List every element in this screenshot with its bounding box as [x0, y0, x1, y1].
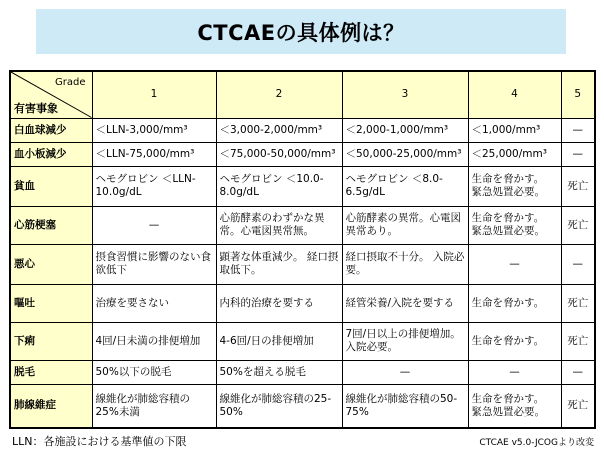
table-row	[10, 206, 595, 244]
table-cell: —	[561, 118, 595, 142]
table-cell: —	[561, 360, 595, 384]
ctcae-table	[9, 70, 596, 429]
table-cell: ＜25,000/mm³	[468, 142, 561, 166]
table-cell: 内科的治療を要する	[216, 284, 342, 322]
table-cell: ＜1,000/mm³	[468, 118, 561, 142]
table-cell: 4回/日未満の排便増加	[92, 322, 216, 360]
table-row	[10, 360, 595, 384]
table-cell: ＜LLN-75,000/mm³	[92, 142, 216, 166]
table-cell: 顕著な体重減少。 経口摂取低下。	[216, 244, 342, 284]
table-cell: —	[92, 206, 216, 244]
table-cell: 生命を脅かす。 緊急処置必要。	[468, 166, 561, 206]
table-cell: —	[561, 142, 595, 166]
table-cell: 生命を脅かす。	[468, 284, 561, 322]
grade-3-header: 3	[342, 71, 468, 118]
event-label: 白血球減少	[10, 118, 92, 142]
table-cell: 線維化が肺総容積の25-50%	[216, 384, 342, 428]
grade-5-header: 5	[561, 71, 595, 118]
table-cell: 死亡	[561, 206, 595, 244]
table-cell: 治療を要さない	[92, 284, 216, 322]
table-cell: 50%を超える脱毛	[216, 360, 342, 384]
event-label: 悪心	[10, 244, 92, 284]
event-label: 嘔吐	[10, 284, 92, 322]
table-cell: 7回/日以上の排便増加。入院必要。	[342, 322, 468, 360]
table-cell: 線維化が肺総容積の50-75%	[342, 384, 468, 428]
table-cell: 50%以下の脱毛	[92, 360, 216, 384]
grade-2-header: 2	[216, 71, 342, 118]
table-cell: 死亡	[561, 322, 595, 360]
table-row	[10, 244, 595, 284]
table-cell: 経口摂取不十分。 入院必要。	[342, 244, 468, 284]
table-cell: ヘモグロビン ＜8.0-6.5g/dL	[342, 166, 468, 206]
table-cell: 心筋酵素の異常。心電図異常あり。	[342, 206, 468, 244]
event-label: 脱毛	[10, 360, 92, 384]
table-cell: ヘモグロビン ＜LLN-10.0g/dL	[92, 166, 216, 206]
grade-1-header: 1	[92, 71, 216, 118]
event-header: 有害事象	[14, 101, 58, 115]
page-title: CTCAEの具体例は？	[197, 20, 405, 45]
grade-header: Grade	[55, 77, 86, 88]
table-cell: —	[561, 244, 595, 284]
title-banner	[36, 9, 566, 54]
table-row	[10, 118, 595, 142]
table-cell: 4-6回/日の排便増加	[216, 322, 342, 360]
table-cell: 死亡	[561, 284, 595, 322]
table-cell: 心筋酵素のわずかな異常。心電図異常無。	[216, 206, 342, 244]
event-label: 肺線維症	[10, 384, 92, 428]
table-cell: 死亡	[561, 166, 595, 206]
table-cell: —	[468, 244, 561, 284]
table-row	[10, 284, 595, 322]
table-row	[10, 166, 595, 206]
table-cell: 生命を脅かす。	[468, 322, 561, 360]
table-row	[10, 322, 595, 360]
event-label: 下痢	[10, 322, 92, 360]
table-cell: ＜2,000-1,000/mm³	[342, 118, 468, 142]
table-cell: ＜LLN-3,000/mm³	[92, 118, 216, 142]
table-cell: 摂食習慣に影響のない食欲低下	[92, 244, 216, 284]
table-cell: 生命を脅かす。 緊急処置必要。	[468, 384, 561, 428]
table-cell: ＜50,000-25,000/mm³	[342, 142, 468, 166]
table-cell: —	[342, 360, 468, 384]
table-cell: ＜3,000-2,000/mm³	[216, 118, 342, 142]
table-cell: 生命を脅かす。 緊急処置必要。	[468, 206, 561, 244]
grade-4-header: 4	[468, 71, 561, 118]
event-label: 貧血	[10, 166, 92, 206]
table-cell: ヘモグロビン ＜10.0-8.0g/dL	[216, 166, 342, 206]
event-label: 血小板減少	[10, 142, 92, 166]
table-cell: —	[468, 360, 561, 384]
corner-cell	[10, 71, 92, 118]
table-cell: ＜75,000-50,000/mm³	[216, 142, 342, 166]
table-cell: 死亡	[561, 384, 595, 428]
event-label: 心筋梗塞	[10, 206, 92, 244]
table-cell: 線維化が肺総容積の25%未満	[92, 384, 216, 428]
footnote: LLN：各施設における基準値の下限	[12, 435, 187, 448]
header-row	[10, 71, 595, 118]
source-note: CTCAE v5.0-JCOGより改変	[479, 438, 594, 448]
table-row	[10, 384, 595, 428]
table-row	[10, 142, 595, 166]
table-cell: 経管栄養/入院を要する	[342, 284, 468, 322]
